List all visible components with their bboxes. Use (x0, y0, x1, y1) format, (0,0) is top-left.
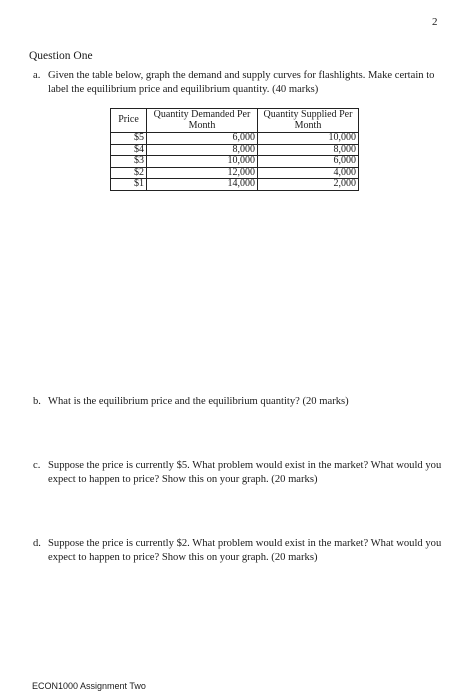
table-row (111, 179, 359, 191)
page-footer: ECON1000 Assignment Two (32, 681, 146, 691)
quantity-demanded-cell: 8,000 (147, 144, 258, 156)
question-b-text: What is the equilibrium price and the equilibrium quantity? (20 marks) (48, 396, 349, 407)
question-d-letter: d. (33, 538, 41, 549)
table-row (111, 133, 359, 145)
table-header-row (111, 109, 359, 133)
question-c-letter: c. (33, 460, 41, 471)
quantity-supplied-header: Quantity Supplied Per Month (258, 109, 359, 133)
price-header: Price (111, 109, 147, 133)
quantity-supplied-cell: 4,000 (258, 167, 359, 179)
question-a-letter: a. (33, 70, 41, 81)
question-b-letter: b. (33, 396, 41, 407)
quantity-supplied-cell: 2,000 (258, 179, 359, 191)
demand-supply-table (110, 108, 359, 191)
quantity-demanded-header: Quantity Demanded Per Month (147, 109, 258, 133)
quantity-demanded-cell: 14,000 (147, 179, 258, 191)
table-row (111, 156, 359, 168)
page-number: 2 (432, 16, 438, 28)
price-cell: $2 (111, 167, 147, 179)
question-d (33, 537, 443, 565)
table-row (111, 167, 359, 179)
quantity-supplied-cell: 8,000 (258, 144, 359, 156)
price-cell: $1 (111, 179, 147, 191)
price-cell: $3 (111, 156, 147, 168)
price-cell: $5 (111, 133, 147, 145)
question-d-text: Suppose the price is currently $2. What problem would exist in the market? What would you expect to happen to price? Show this on your graph. (20 marks) (48, 538, 442, 563)
question-a (33, 69, 443, 97)
question-heading: Question One (29, 50, 93, 62)
price-cell: $4 (111, 144, 147, 156)
quantity-demanded-cell: 10,000 (147, 156, 258, 168)
quantity-supplied-cell: 6,000 (258, 156, 359, 168)
question-b (33, 395, 443, 409)
quantity-demanded-cell: 12,000 (147, 167, 258, 179)
table-row (111, 144, 359, 156)
quantity-demanded-cell: 6,000 (147, 133, 258, 145)
question-c-text: Suppose the price is currently $5. What problem would exist in the market? What would you expect to happen to price? Show this on your graph. (20 marks) (48, 460, 442, 485)
question-a-text: Given the table below, graph the demand and supply curves for flashlights. Make certain to label the equilibrium price and equilibrium quantity. (40 marks) (48, 70, 435, 95)
question-c (33, 459, 443, 487)
quantity-supplied-cell: 10,000 (258, 133, 359, 145)
